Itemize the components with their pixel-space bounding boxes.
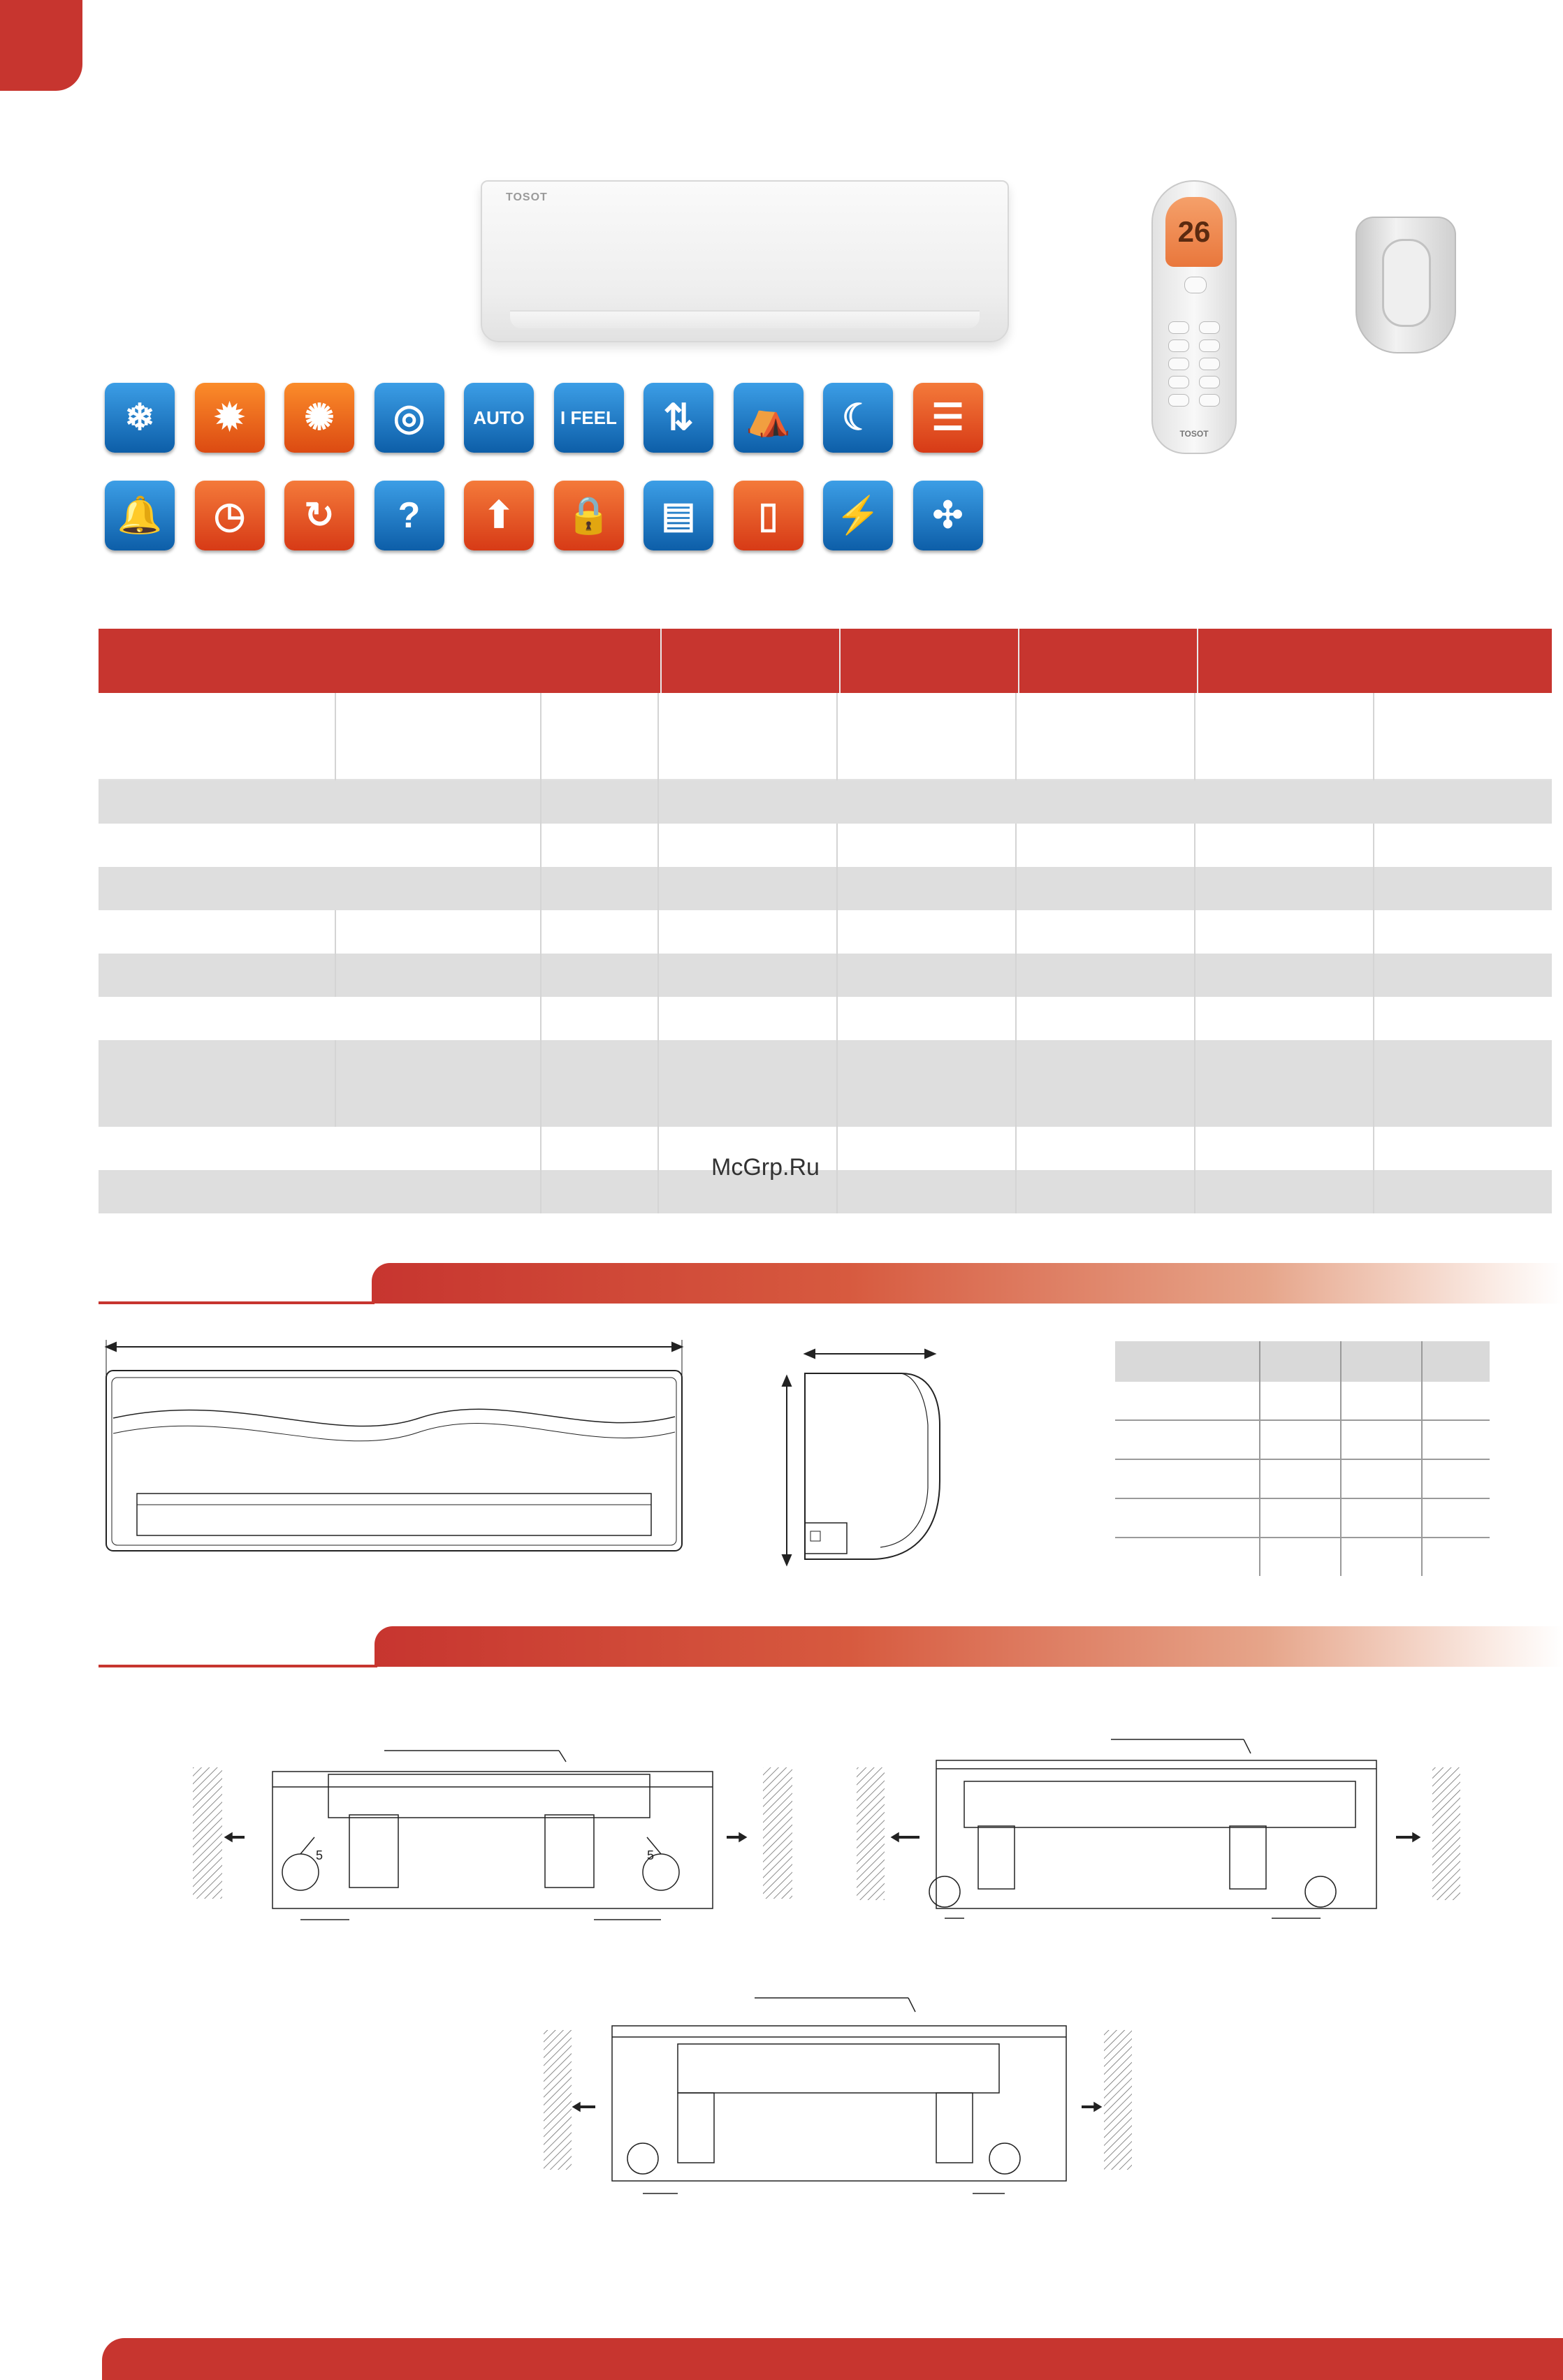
snowflake-cooling-icon: ❄ [105, 383, 175, 453]
remote-button [1168, 358, 1189, 370]
spec-header-divider [1018, 629, 1019, 693]
spec-row-band [99, 1040, 1552, 1127]
turbo-lightning-icon: ↻ [284, 481, 354, 550]
remote-button [1168, 394, 1189, 407]
spec-col-line [1015, 693, 1017, 780]
remote-button [1184, 277, 1207, 293]
dehumidify-unit-icon: ▤ [644, 481, 713, 550]
section-heading-bar-installation [375, 1626, 1563, 1667]
spec-col-line [836, 693, 838, 780]
dimensions-row-line [1115, 1498, 1490, 1499]
door-signal-icon: ▯ [734, 481, 804, 550]
swing-louver-icon: ⇅ [644, 383, 713, 453]
indoor-unit-image [481, 180, 1009, 342]
tent-help-icon: ⛺ [734, 383, 804, 453]
dimensions-col-line [1259, 1341, 1260, 1576]
sunset-icon: ☰ [913, 383, 983, 453]
spec-row-line [99, 779, 1552, 780]
corner-tab [0, 0, 82, 91]
anti-cold-air-icon: ⚡ [823, 481, 893, 550]
self-clean-fan-icon: ✣ [913, 481, 983, 550]
spec-col-line [335, 1040, 336, 1127]
spec-col-line [335, 910, 336, 997]
remote-button [1199, 358, 1220, 370]
spec-row-band [99, 1170, 1552, 1213]
dimensions-table-header [1115, 1341, 1490, 1382]
up-arrow-icon: ⬆ [464, 481, 534, 550]
remote-button [1199, 340, 1220, 352]
spec-row-band [99, 867, 1552, 910]
i-feel-icon: I FEEL [554, 383, 624, 453]
section-heading-rule [99, 1301, 375, 1304]
remote-display: 26 [1165, 197, 1223, 267]
remote-holder-image [1355, 217, 1456, 353]
auto-mode-icon: AUTO [464, 383, 534, 453]
indoor-unit-louver [510, 310, 980, 328]
clock-icon: ◷ [195, 481, 265, 550]
clearance-label: 5 [316, 1848, 323, 1862]
watermark: McGrp.Ru [711, 1154, 820, 1181]
self-diagnosis-icon: ? [375, 481, 444, 550]
remote-brand: TOSOT [1179, 429, 1209, 439]
remote-button [1168, 340, 1189, 352]
remote-button [1199, 394, 1220, 407]
clearance-label: 5 [647, 1848, 655, 1862]
remote-button [1168, 321, 1189, 334]
dimensions-row-line [1115, 1537, 1490, 1538]
section-heading-rule [99, 1665, 377, 1667]
spec-row-band [99, 954, 1552, 997]
lock-icon: 🔒 [554, 481, 624, 550]
spec-col-line [335, 693, 336, 780]
remote-holder-slot [1382, 239, 1431, 327]
swirl-fan-icon: ◎ [375, 383, 444, 453]
spec-col-line [836, 824, 838, 1213]
section-heading-bar-dimensions [372, 1263, 1563, 1304]
spec-col-line [540, 693, 541, 1213]
mounting-plate-drawing-1 [189, 1732, 797, 1956]
spec-header-divider [839, 629, 841, 693]
spec-col-line [1015, 824, 1017, 1213]
spec-row-band [99, 780, 1552, 824]
dimensions-row-line [1115, 1459, 1490, 1460]
spec-header-divider [660, 629, 662, 693]
remote-button [1199, 376, 1220, 388]
sun-fan-heating-icon: ✺ [284, 383, 354, 453]
remote-control-image [1151, 180, 1237, 454]
mounting-plate-drawing-3 [538, 1984, 1153, 2221]
remote-button [1168, 376, 1189, 388]
dimensions-row-line [1115, 1419, 1490, 1421]
mounting-plate-drawing-2 [852, 1725, 1502, 1949]
spec-col-line [657, 693, 659, 1213]
bell-timer-icon: 🔔 [105, 481, 175, 550]
brand-logo: TOSOT [506, 191, 548, 203]
dimensions-col-line [1340, 1341, 1342, 1576]
spec-col-line [1194, 824, 1195, 1213]
spec-table-header [99, 629, 1552, 693]
spec-header-divider [1197, 629, 1198, 693]
dimensions-col-line [1421, 1341, 1423, 1576]
indoor-unit-dimension-drawing [98, 1334, 1062, 1586]
spec-col-line [1373, 824, 1374, 1213]
sleep-moon-icon: ☾ [823, 383, 893, 453]
spec-col-line [1194, 693, 1195, 780]
remote-button [1199, 321, 1220, 334]
footer-bar [102, 2338, 1563, 2380]
sun-heating-icon: ✹ [195, 383, 265, 453]
spec-col-line [1373, 693, 1374, 780]
